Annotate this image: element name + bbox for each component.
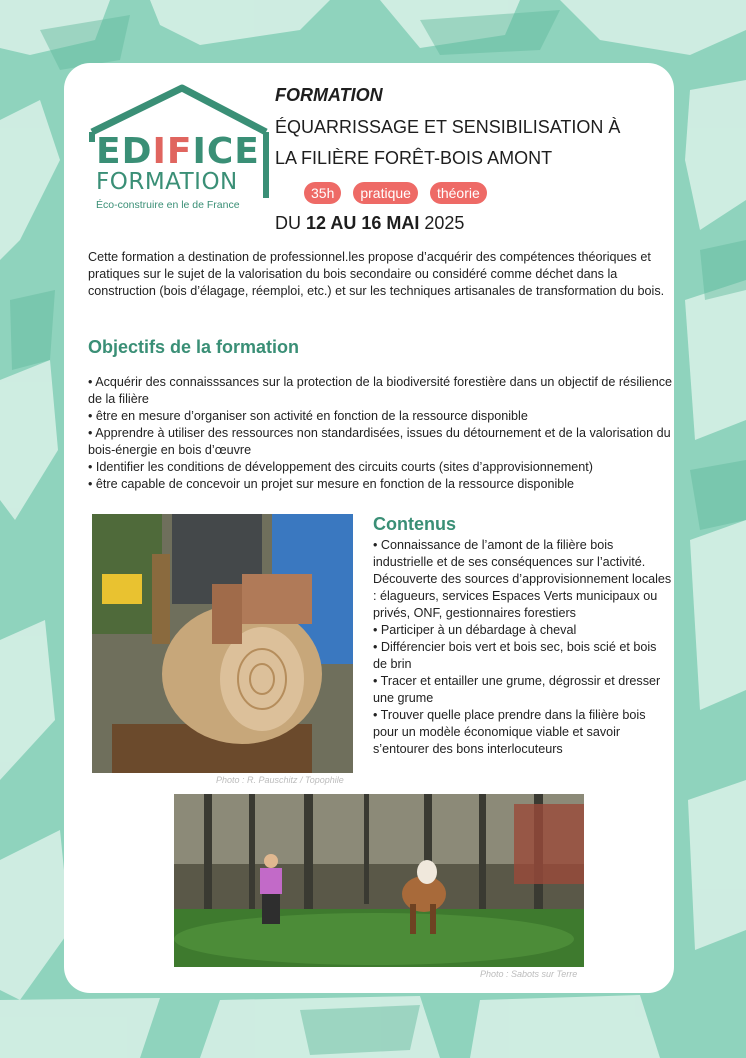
objectives-title: Objectifs de la formation bbox=[88, 337, 300, 357]
list-item: • Participer à un débardage à cheval bbox=[373, 623, 577, 637]
tag-theory: théorie bbox=[430, 182, 487, 204]
logo-wordmark: EDIFICE bbox=[96, 131, 260, 172]
tags-row bbox=[304, 182, 487, 204]
tag-duration: 35h bbox=[304, 182, 341, 204]
list-item: • être en mesure d’organiser son activité en fonction de la ressource disponible bbox=[88, 409, 528, 423]
photo-credit: Photo : Sabots sur Terre bbox=[480, 969, 578, 979]
list-item: • être capable de concevoir un projet sur mesure en fonction de la ressource disponible bbox=[88, 477, 575, 491]
tag-practice: pratique bbox=[353, 182, 418, 204]
intro-paragraph: Cette formation a destination de professionnel.les propose d’acquérir des compétences théoriques et pratiques sur le sujet de la valorisation du bois secondaire ou considéré comme déchet dans la construction (bois d’élagage, réemploi, etc.) et sur les techniques artisanales de transformation du bois. bbox=[88, 250, 665, 298]
list-item: • Connaissance de l’amont de la filière bois industrielle et de ses conséquences sur l’activité. Découverte des sources d’approvisionnement locales : élagueurs, services Espaces Verts municipaux ou privés, ONF, gestionnaires forestiers bbox=[373, 538, 672, 620]
header-block bbox=[275, 84, 670, 174]
list-item: • Tracer et entailler une grume, dégrossir et dresser une grume bbox=[373, 674, 661, 705]
dates: DU 12 AU 16 MAI 2025 bbox=[275, 213, 465, 233]
contents-title: Contenus bbox=[373, 514, 456, 534]
photo-horse-logging bbox=[174, 794, 584, 967]
list-item: • Apprendre à utiliser des ressources non standardisées, issues du détournement et de la valorisation du bois-énergie en bois d’œuvre bbox=[88, 426, 671, 457]
logo-tagline: Éco-construire en le de France bbox=[96, 199, 240, 211]
photo-credit: Photo : R. Pauschitz / Topophile bbox=[216, 775, 344, 785]
kicker: FORMATION bbox=[275, 85, 383, 105]
edifice-logo bbox=[88, 82, 273, 217]
objectives-list bbox=[88, 374, 674, 493]
contents-list bbox=[373, 537, 673, 758]
list-item: • Différencier bois vert et bois sec, bois scié et bois de brin bbox=[373, 640, 657, 671]
list-item: • Acquérir des connaisssances sur la protection de la biodiversité forestière dans un objectif de résilience de la filière bbox=[88, 375, 673, 406]
page-title: ÉQUARRISSAGE ET SENSIBILISATION À LA FILIÈRE FORÊT-BOIS AMONT bbox=[275, 117, 621, 168]
list-item: • Trouver quelle place prendre dans la filière bois pour un modèle économique viable et savoir s’entourer des bons interlocuteurs bbox=[373, 708, 646, 756]
photo-log-squaring bbox=[92, 514, 353, 773]
list-item: • Identifier les conditions de développement des circuits courts (sites d’approvisionnement) bbox=[88, 460, 593, 474]
logo-subtitle: FORMATION bbox=[96, 169, 238, 195]
